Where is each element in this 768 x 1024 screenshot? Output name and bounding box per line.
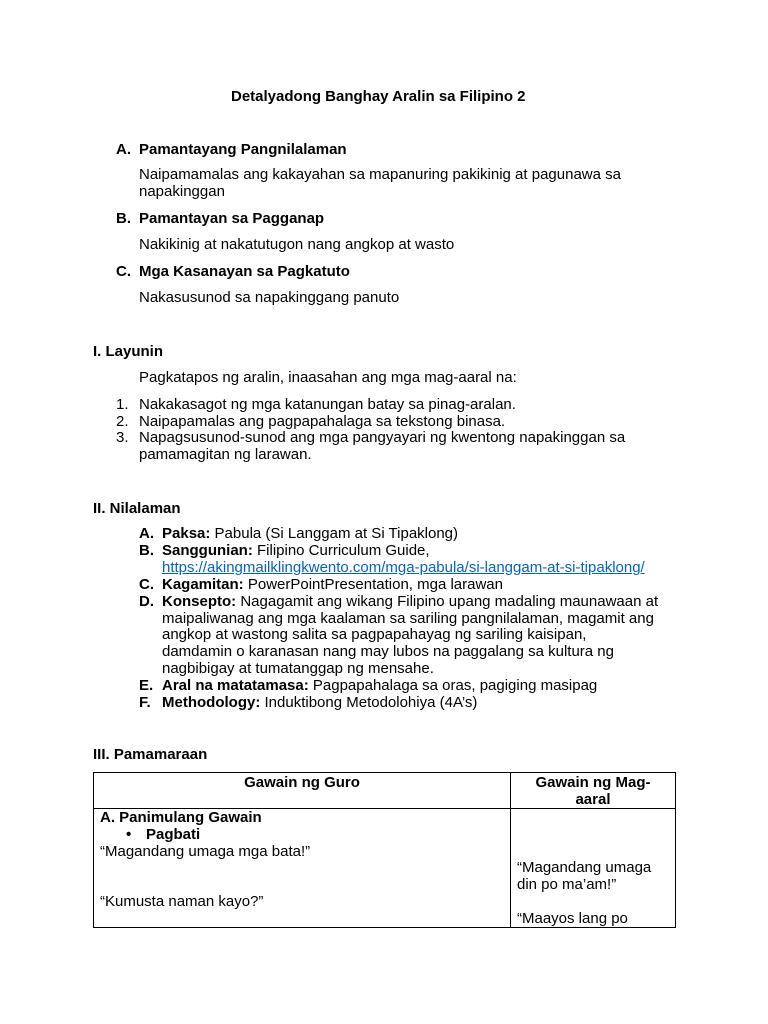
teacher-cell — [94, 809, 511, 928]
teacher-column-header — [94, 773, 511, 809]
layunin-heading: I. Layunin — [93, 343, 164, 360]
teacher-column-header-text: Gawain ng Guro — [244, 774, 360, 791]
methodology-label: Methodology: — [162, 694, 261, 711]
student-column-header-line-1: Gawain ng Mag- — [535, 774, 651, 791]
nilalaman-item-f — [162, 694, 477, 711]
konsepto-line-2: maipaliwanag ang mga kaalaman sa sariling pangnilalaman, magamit ang — [162, 610, 654, 627]
nilalaman-item-d-letter: D. — [139, 593, 154, 610]
kagamitan-label: Kagamitan: — [162, 576, 244, 593]
nilalaman-item-b — [162, 542, 430, 559]
nilalaman-item-d — [162, 593, 658, 610]
student-line-1: “Magandang umaga — [517, 859, 652, 876]
standard-b-heading: Pamantayan sa Pagganap — [139, 210, 325, 227]
standard-b-letter: B. — [116, 210, 131, 227]
student-cell — [511, 809, 676, 928]
nilalaman-item-f-letter: F. — [139, 694, 151, 711]
nilalaman-heading: II. Nilalaman — [93, 500, 181, 517]
pamamaraan-heading: III. Pamamaraan — [93, 746, 208, 763]
nilalaman-item-e — [162, 677, 597, 694]
sanggunian-value: Filipino Curriculum Guide, — [252, 542, 430, 559]
nilalaman-item-e-letter: E. — [139, 677, 154, 694]
paksa-label: Paksa: — [162, 525, 211, 542]
konsepto-value: Nagagamit ang wikang Filipino upang madaling maunawaan at — [236, 593, 659, 610]
student-column-header — [511, 773, 676, 809]
sanggunian-link[interactable]: https://akingmailklingkwento.com/mga-pabula/si-langgam-at-si-tipaklong/ — [162, 559, 645, 576]
standard-b-body-line-1: Nakikinig at nakatutugon nang angkop at wasto — [139, 236, 455, 253]
table-header-row — [94, 773, 676, 809]
konsepto-line-4: damdamin o karanasan nang may lubos na paggalang sa kultura ng — [162, 643, 614, 660]
standard-c-heading: Mga Kasanayan sa Pagkatuto — [139, 263, 350, 280]
bullet-icon: • — [126, 826, 132, 843]
standard-c-body-line-1: Nakasusunod sa napakinggang panuto — [139, 289, 400, 306]
konsepto-label: Konsepto: — [162, 593, 237, 610]
standard-c-letter: C. — [116, 263, 131, 280]
konsepto-line-5: nagbibigay at tumatanggap ng mensahe. — [162, 660, 434, 677]
kagamitan-value: PowerPointPresentation, mga larawan — [243, 576, 503, 593]
table-row — [94, 809, 676, 928]
paksa-value: Pabula (Si Langgam at Si Tipaklong) — [210, 525, 459, 542]
nilalaman-item-c — [162, 576, 503, 593]
standard-a-body-line-1: Naipamamalas ang kakayahan sa mapanuring pakikinig at pagunawa sa — [139, 166, 621, 183]
standard-a-heading: Pamantayang Pangnilalaman — [139, 141, 347, 158]
student-line-2: din po ma’am!” — [517, 876, 617, 893]
standard-a-body-line-2: napakinggan — [139, 183, 225, 200]
sanggunian-label: Sanggunian: — [162, 542, 253, 559]
aral-label: Aral na matatamasa: — [162, 677, 309, 694]
methodology-value: Induktibong Metodolohiya (4A’s) — [260, 694, 478, 711]
konsepto-line-3: angkop at wastong salita sa pagpapahayag ng sariling kaisipan, — [162, 626, 587, 643]
layunin-item-3-num: 3. — [116, 429, 129, 446]
nilalaman-item-a-letter: A. — [139, 525, 154, 542]
bullet-item — [100, 826, 510, 843]
teacher-line-1: “Magandang umaga mga bata!” — [100, 843, 311, 860]
layunin-item-3-text-line-1: Napagsusunod-sunod ang mga pangyayari ng kwentong napakinggan sa — [139, 429, 626, 446]
layunin-item-1-text: Nakakasagot ng mga katanungan batay sa pinag-aralan. — [139, 396, 516, 413]
student-column-header-line-2: aaral — [575, 791, 611, 808]
aral-value: Pagpapahalaga sa oras, pagiging masipag — [308, 677, 598, 694]
layunin-intro: Pagkatapos ng aralin, inaasahan ang mga mag-aaral na: — [139, 369, 517, 386]
layunin-item-3-text-line-2: pamamagitan ng larawan. — [139, 446, 312, 463]
nilalaman-item-a — [162, 525, 458, 542]
teacher-line-2: “Kumusta naman kayo?” — [100, 893, 264, 910]
student-line-3: “Maayos lang po — [517, 910, 628, 927]
nilalaman-item-b-letter: B. — [139, 542, 154, 559]
pagbati-label: Pagbati — [146, 826, 201, 843]
panimulang-gawain-heading: A. Panimulang Gawain — [100, 809, 262, 826]
layunin-item-2-text: Naipapamalas ang pagpapahalaga sa tekstong binasa. — [139, 413, 506, 430]
layunin-item-2-num: 2. — [116, 413, 129, 430]
document-title: Detalyadong Banghay Aralin sa Filipino 2 — [231, 88, 526, 105]
layunin-item-1-num: 1. — [116, 396, 129, 413]
standard-a-letter: A. — [116, 141, 131, 158]
nilalaman-item-c-letter: C. — [139, 576, 154, 593]
pamamaraan-table — [93, 772, 676, 928]
